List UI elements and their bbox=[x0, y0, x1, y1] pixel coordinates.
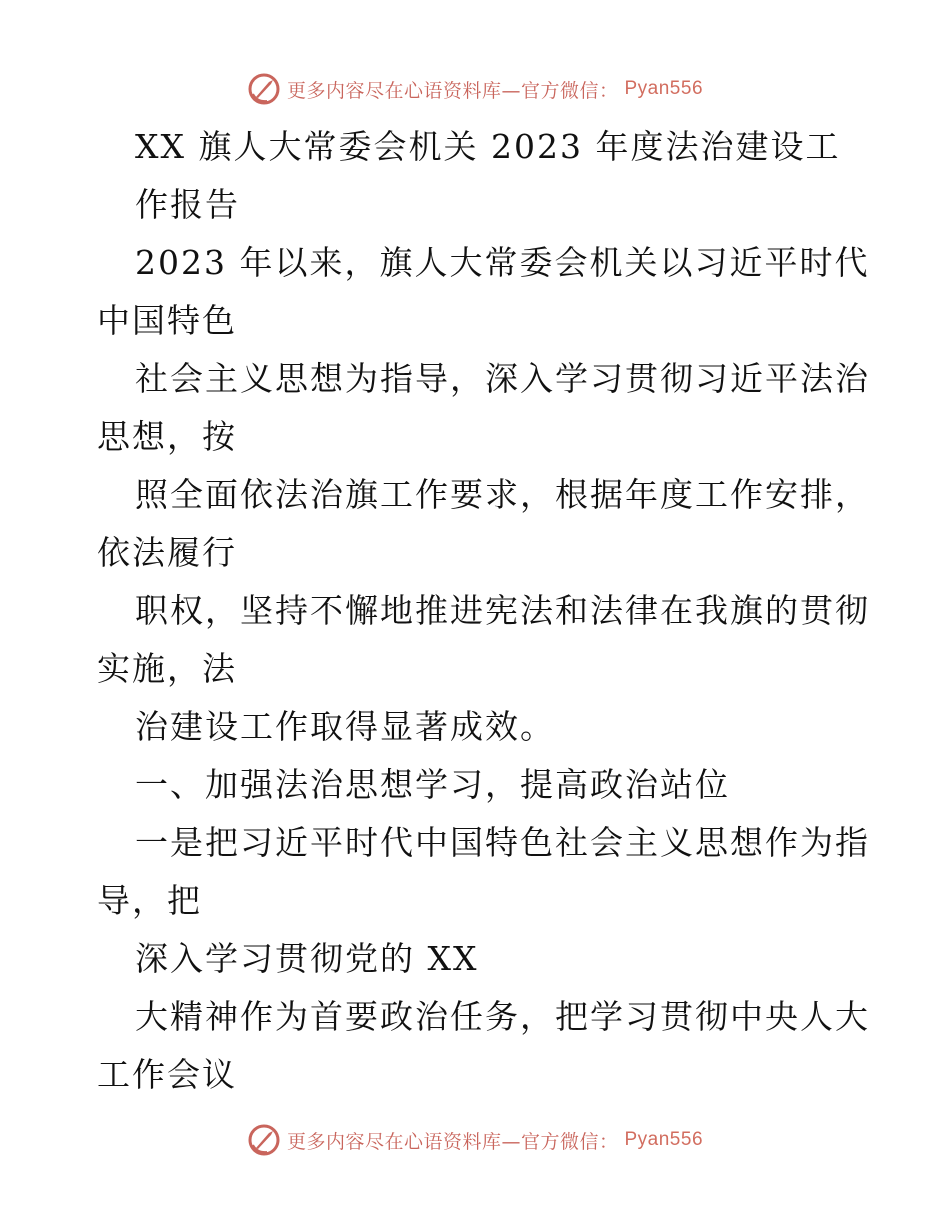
document-body bbox=[97, 118, 870, 1104]
watermark-handle: Pyan556 bbox=[624, 78, 704, 99]
text-line: 社会主义思想为指导，深入学习贯彻习近平法治 bbox=[135, 359, 870, 398]
text-line: 2023 年以来，旗人大常委会机关以习近平时代 bbox=[135, 243, 870, 282]
watermark-handle: Pyan556 bbox=[624, 1129, 704, 1150]
text-line: 中国特色 bbox=[97, 301, 237, 340]
footer-watermark bbox=[0, 1123, 950, 1157]
text-line: 深入学习贯彻党的 XX bbox=[135, 939, 479, 978]
text-line: 思想，按 bbox=[97, 417, 237, 456]
header-watermark bbox=[0, 72, 950, 106]
quill-seal-icon bbox=[247, 72, 281, 106]
text-line: 作报告 bbox=[135, 185, 240, 224]
text-line: 导，把 bbox=[97, 881, 202, 920]
text-line: 一是把习近平时代中国特色社会主义思想作为指 bbox=[135, 823, 870, 862]
quill-seal-icon bbox=[247, 1123, 281, 1157]
text-line: 照全面依法治旗工作要求，根据年度工作安排， bbox=[135, 475, 870, 514]
text-line: 一、加强法治思想学习，提高政治站位 bbox=[135, 765, 730, 804]
watermark-text: 更多内容尽在心语资料库—官方微信： bbox=[286, 79, 619, 102]
text-line: 职权，坚持不懈地推进宪法和法律在我旗的贯彻 bbox=[135, 591, 870, 630]
watermark-text: 更多内容尽在心语资料库—官方微信： bbox=[286, 1130, 619, 1153]
text-line: 实施，法 bbox=[97, 649, 237, 688]
text-line: 大精神作为首要政治任务，把学习贯彻中央人大 bbox=[135, 997, 870, 1036]
text-line: XX 旗人大常委会机关 2023 年度法治建设工 bbox=[135, 127, 841, 166]
text-line: 工作会议 bbox=[97, 1055, 237, 1094]
text-line: 治建设工作取得显著成效。 bbox=[135, 707, 555, 746]
text-line: 依法履行 bbox=[97, 533, 237, 572]
